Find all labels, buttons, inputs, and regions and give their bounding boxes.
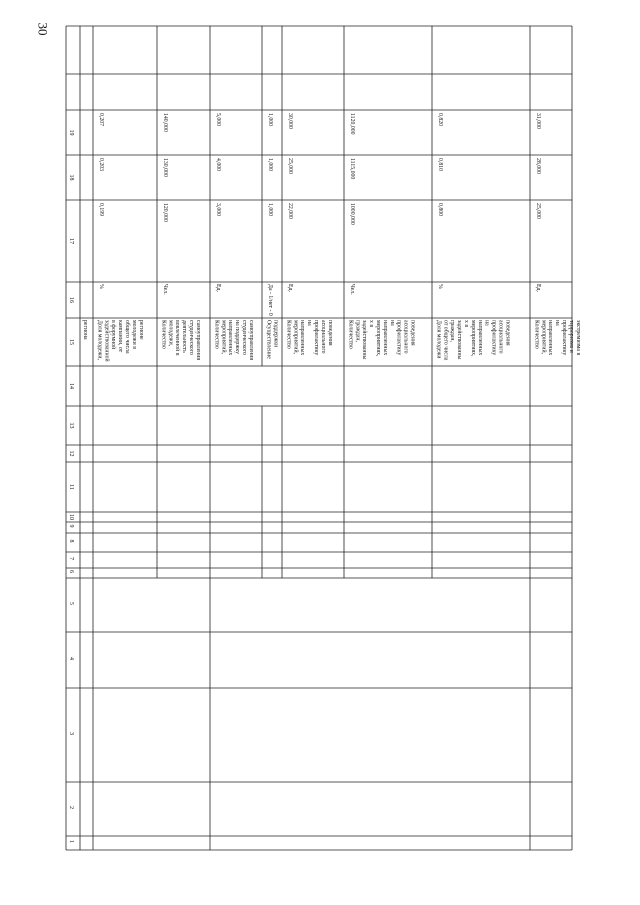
column-number: 19 <box>68 129 74 136</box>
indicator-name-line: Осуществление <box>265 320 272 359</box>
indicator-name-line: мероприятиях, <box>375 320 381 357</box>
value-2024: 1,000 <box>267 158 273 172</box>
indicator-name-line: поведения <box>326 320 333 346</box>
column-number: 13 <box>68 422 74 429</box>
indicator-name-line: асоциального <box>497 320 504 354</box>
indicator-name-line: направленных <box>381 320 388 356</box>
indicator-name-line: профилактику <box>313 320 319 356</box>
column-number: 10 <box>68 514 74 520</box>
indicator-name-line: на <box>554 320 561 326</box>
value-2024: 0,203 <box>98 158 104 172</box>
indicator-name-line: Количество <box>347 320 354 349</box>
value-2023: 25,000 <box>535 203 541 219</box>
indicator-unit: Да - 1/нет - 0 <box>267 284 273 316</box>
indicator-name-line: Количество <box>533 320 540 349</box>
indicator-name-line: Количество <box>285 320 292 349</box>
indicator-name-line: граждан, <box>354 320 361 342</box>
column-number: 7 <box>68 557 74 560</box>
indicator-unit: Ед. <box>535 284 541 292</box>
column-number: 4 <box>68 657 74 660</box>
indicator-name-line: самоуправления <box>194 320 201 361</box>
column-number: 6 <box>68 570 74 573</box>
column-number: 18 <box>68 174 74 181</box>
indicator-unit: Чел. <box>162 284 168 295</box>
indicator-name-line: общего числа <box>124 320 130 354</box>
indicator-name-line: направленных <box>547 320 554 356</box>
indicator-name-line: направленных <box>299 320 306 356</box>
indicator-name-line: самоуправления <box>247 320 254 361</box>
indicator-unit: Ед. <box>215 284 221 292</box>
value-2024: 130,000 <box>162 158 168 177</box>
value-2023: 1,000 <box>267 203 273 217</box>
value-2023: 0,800 <box>437 203 443 217</box>
indicator-name-line: поддержки <box>272 320 279 348</box>
value-2024: 0,810 <box>437 158 443 172</box>
value-2023: 22,000 <box>287 203 293 219</box>
value-2023: 1000,000 <box>349 203 355 225</box>
indicator-name-line: направленных <box>476 320 483 356</box>
value-2025: 31,000 <box>535 113 541 129</box>
column-number: 14 <box>68 383 74 389</box>
column-number: 12 <box>68 450 74 457</box>
indicator-name-line: кампании, от <box>117 320 124 353</box>
indicator-name-line: на <box>306 320 313 326</box>
indicator-unit: Чел. <box>349 284 355 295</box>
indicator-unit: Ед. <box>287 284 293 292</box>
page-number: 30 <box>35 22 51 36</box>
indicator-name-line: в форумной <box>110 320 117 350</box>
value-2023: 3,000 <box>215 203 221 217</box>
column-number: 17 <box>68 238 74 244</box>
indicator-name-line: молодежи, <box>167 320 174 347</box>
column-number: 15 <box>68 339 74 345</box>
indicator-name-line: граждан, <box>449 320 456 342</box>
value-2023: 120,000 <box>162 203 168 222</box>
value-2024: 25,000 <box>287 158 293 174</box>
column-number: 2 <box>68 806 74 809</box>
indicator-name-line: поведения <box>504 320 511 346</box>
value-2024: 4,000 <box>215 158 221 172</box>
indicator-name-line: от общего числа <box>442 320 449 361</box>
indicator-name-line: студенческого <box>241 320 247 355</box>
indicator-name-line: поведения <box>409 320 416 346</box>
indicator-name-line: мероприятий, <box>292 320 299 354</box>
indicator-name-line: студенческого <box>188 320 194 355</box>
value-2025: 5,000 <box>215 113 221 127</box>
indicator-name-line: на поддержку <box>234 320 241 354</box>
value-2025: 0,207 <box>98 113 104 127</box>
column-number: 8 <box>68 539 74 543</box>
value-2025: 1,000 <box>267 113 273 127</box>
value-2025: 0,820 <box>437 113 443 127</box>
column-number: 3 <box>68 732 74 735</box>
indicator-unit: % <box>98 284 104 289</box>
indicator-name-line: задействованны <box>456 320 463 360</box>
column-number: 5 <box>68 602 74 605</box>
indicator-name-line: деятельность <box>181 320 188 353</box>
indicator-name-line: асоциального <box>319 320 326 354</box>
value-2025: 30,000 <box>287 113 293 129</box>
column-number: 11 <box>68 484 74 490</box>
indicator-name-line: на <box>388 320 395 326</box>
value-2023: 0,199 <box>98 203 104 217</box>
indicator-name-line: на <box>483 320 490 326</box>
indicator-name-line: профилактику <box>490 320 497 356</box>
value-2025: 1120,000 <box>349 113 355 135</box>
indicator-name-line: направленных <box>227 320 234 356</box>
table-cells <box>68 113 581 843</box>
indicator-name-line: Количество <box>160 320 167 349</box>
indicator-name-line: экстремизма в <box>574 320 581 356</box>
table-grid <box>66 26 572 850</box>
indicator-name-line: асоциального <box>402 320 409 354</box>
indicator-name-line: вовлеченной в <box>174 320 181 356</box>
value-2025: 140,000 <box>162 113 168 132</box>
indicator-name-line: Количество <box>213 320 220 349</box>
indicator-name-line: профилактику <box>561 320 567 356</box>
indicator-name-line: мероприятий, <box>540 320 547 354</box>
indicator-name-line: задействованной <box>103 320 110 362</box>
indicator-name-line: задействованны <box>361 320 368 360</box>
indicator-name-line: регионе <box>137 320 144 340</box>
indicator-unit: % <box>437 284 443 289</box>
column-number: 1 <box>68 840 74 843</box>
indicator-name-line: профилактику <box>395 320 402 356</box>
continued-cell-text: региона <box>82 320 88 340</box>
column-number: 9 <box>68 524 74 528</box>
indicator-name-line: молодежи в <box>130 320 137 349</box>
value-2024: 1115,000 <box>349 158 355 180</box>
indicator-name-line: х в <box>463 320 469 328</box>
indicator-name-line: мероприятий, <box>220 320 227 354</box>
indicator-name-line: мероприятиях, <box>469 320 476 357</box>
value-2024: 28,000 <box>535 158 541 174</box>
column-number: 16 <box>68 297 74 303</box>
indicator-name-line: Доля молодежи, <box>96 320 103 360</box>
indicator-name-line: Доля молодежи <box>435 320 442 359</box>
indicator-name-line: х в <box>368 320 375 328</box>
indicator-name-line: терроризма и <box>567 320 574 353</box>
